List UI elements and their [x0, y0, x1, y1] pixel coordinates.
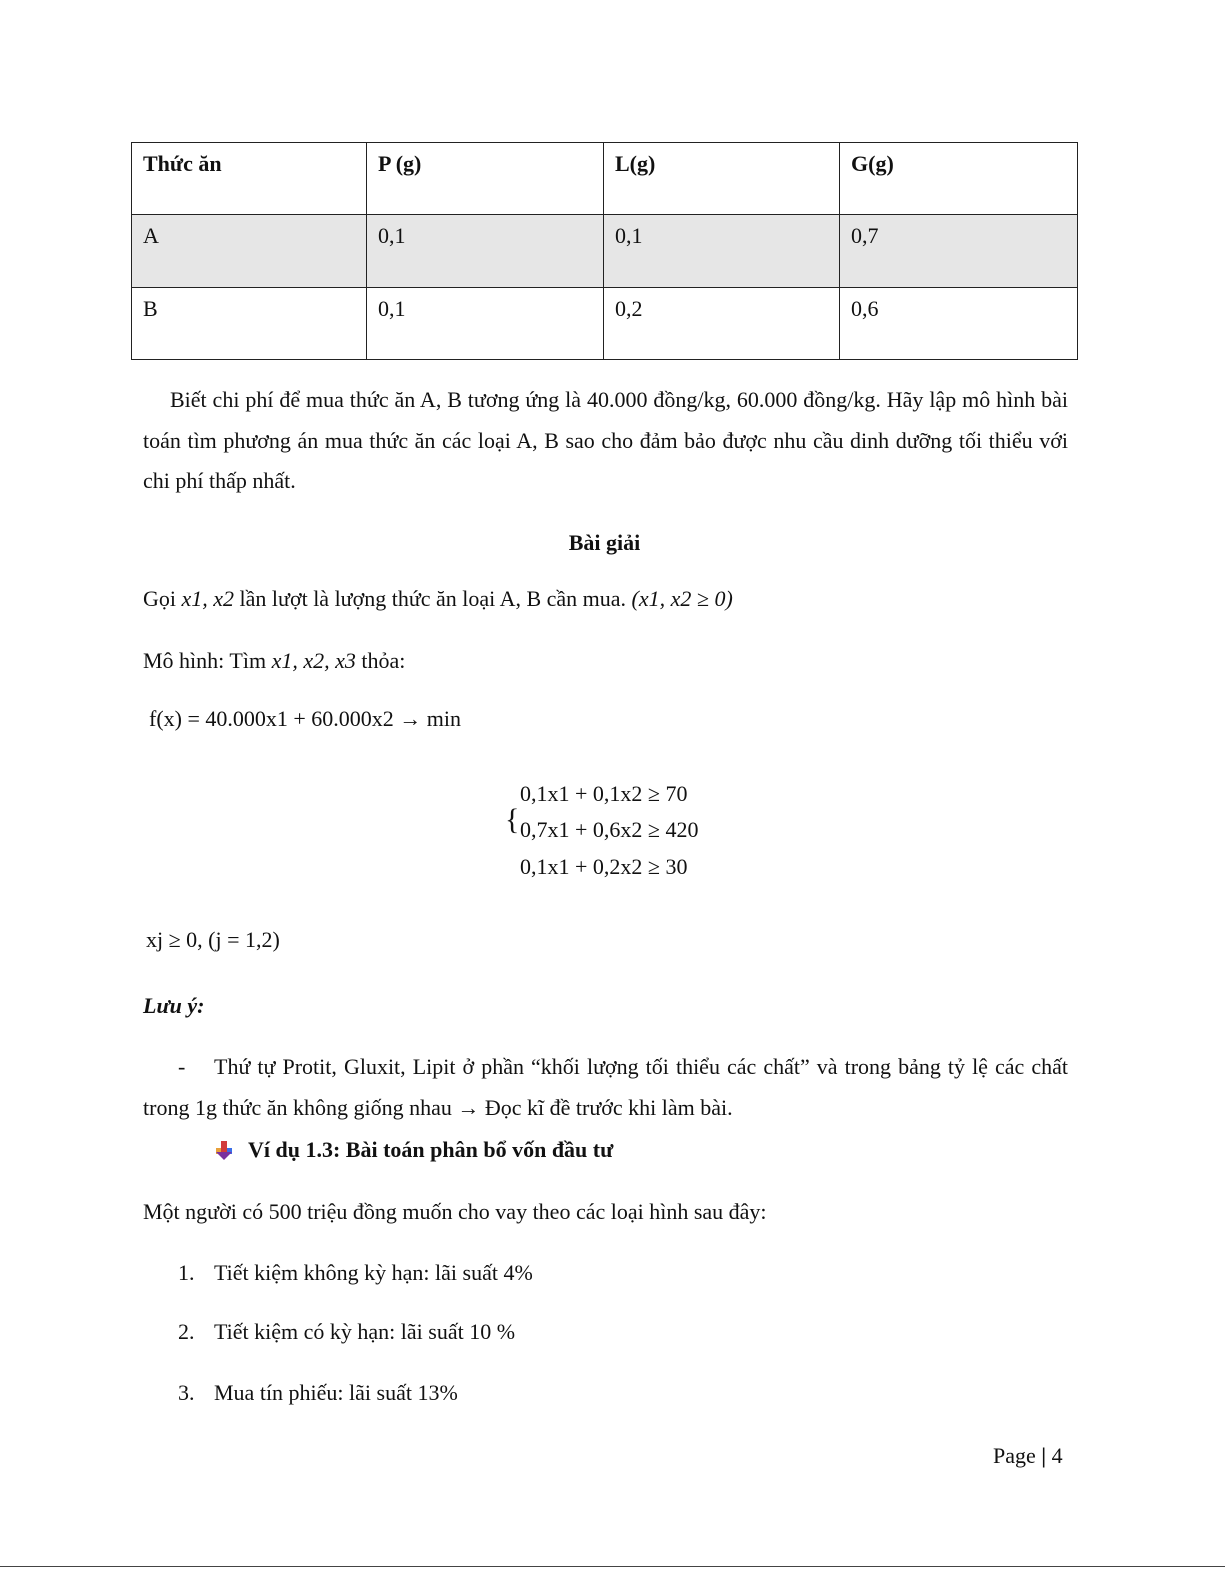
page-footer: [993, 1445, 1063, 1467]
intro-paragraph: Biết chi phí để mua thức ăn A, B tương ứng là 40.000 đồng/kg, 60.000 đồng/kg. Hãy lập mô hình bài toán tìm phương án mua thức ăn các loại A, B sao cho đảm bảo được nhu cầu dinh dưỡng tối thiểu với chi phí thấp nhất.: [143, 387, 1068, 493]
table-row: [132, 215, 1078, 287]
page-number: 4: [1051, 1443, 1063, 1468]
table-cell: 0,7: [840, 215, 1078, 287]
note-dash: -: [178, 1054, 186, 1079]
constraint-1: 0,1x1 + 0,1x2 ≥ 70: [520, 781, 688, 806]
table-header-cell: L(g): [604, 143, 840, 215]
let-text: lần lượt là lượng thức ăn loại A, B cần mua.: [239, 586, 627, 611]
model-line: [143, 648, 405, 674]
option-text: Tiết kiệm có kỳ hạn: lãi suất 10 %: [214, 1319, 516, 1344]
table-cell: A: [132, 215, 367, 287]
nonnegativity-condition: xj ≥ 0, (j = 1,2): [146, 927, 280, 952]
footer-separator: |: [1041, 1443, 1047, 1468]
option-text: Mua tín phiếu: lãi suất 13%: [214, 1380, 458, 1405]
objective-function: f(x) = 40.000x1 + 60.000x2 → min: [149, 706, 462, 731]
constraint-2: 0,7x1 + 0,6x2 ≥ 420: [520, 817, 699, 842]
solution-heading: Bài giải: [568, 530, 641, 555]
let-prefix: Gọi: [143, 586, 176, 611]
example-intro: Một người có 500 triệu đồng muốn cho vay theo các loại hình sau đây:: [143, 1199, 767, 1224]
bullet-arrow-icon: [213, 1139, 235, 1161]
option-number: 2.: [178, 1319, 195, 1344]
table-cell: 0,2: [604, 287, 840, 359]
let-vars: x1, x2: [181, 586, 235, 611]
option-number: 1.: [178, 1260, 195, 1285]
footer-label: Page: [993, 1443, 1036, 1468]
table-cell: B: [132, 287, 367, 359]
constraint-3: 0,1x1 + 0,2x2 ≥ 30: [520, 854, 688, 879]
model-suffix: thỏa:: [361, 648, 406, 673]
table-cell: 0,1: [604, 215, 840, 287]
note-title: Lưu ý:: [143, 993, 205, 1018]
table-header-cell: Thức ăn: [132, 143, 367, 215]
nutrition-table: [131, 142, 1078, 360]
option-number: 3.: [178, 1380, 195, 1405]
table-header-cell: P (g): [367, 143, 604, 215]
note-text: Thứ tự Protit, Gluxit, Lipit ở phần “khối lượng tối thiểu các chất” và trong bảng tỷ lệ các chất trong 1g thức ăn không giống nhau → Đọc kĩ đề trước khi làm bài.: [143, 1054, 1068, 1120]
table-cell: 0,1: [367, 215, 604, 287]
table-header-row: [132, 143, 1078, 215]
example-heading: Ví dụ 1.3: Bài toán phân bổ vốn đầu tư: [248, 1137, 614, 1162]
let-line: [143, 586, 733, 612]
system-brace-icon: {: [505, 803, 520, 836]
model-vars: x1, x2, x3: [271, 648, 356, 673]
let-condition: (x1, x2 ≥ 0): [631, 586, 733, 611]
table-row: [132, 287, 1078, 359]
model-prefix: Mô hình: Tìm: [143, 648, 267, 673]
table-cell: 0,1: [367, 287, 604, 359]
page-bottom-rule: [0, 1566, 1225, 1567]
table-header-cell: G(g): [840, 143, 1078, 215]
option-text: Tiết kiệm không kỳ hạn: lãi suất 4%: [214, 1260, 533, 1285]
table-cell: 0,6: [840, 287, 1078, 359]
